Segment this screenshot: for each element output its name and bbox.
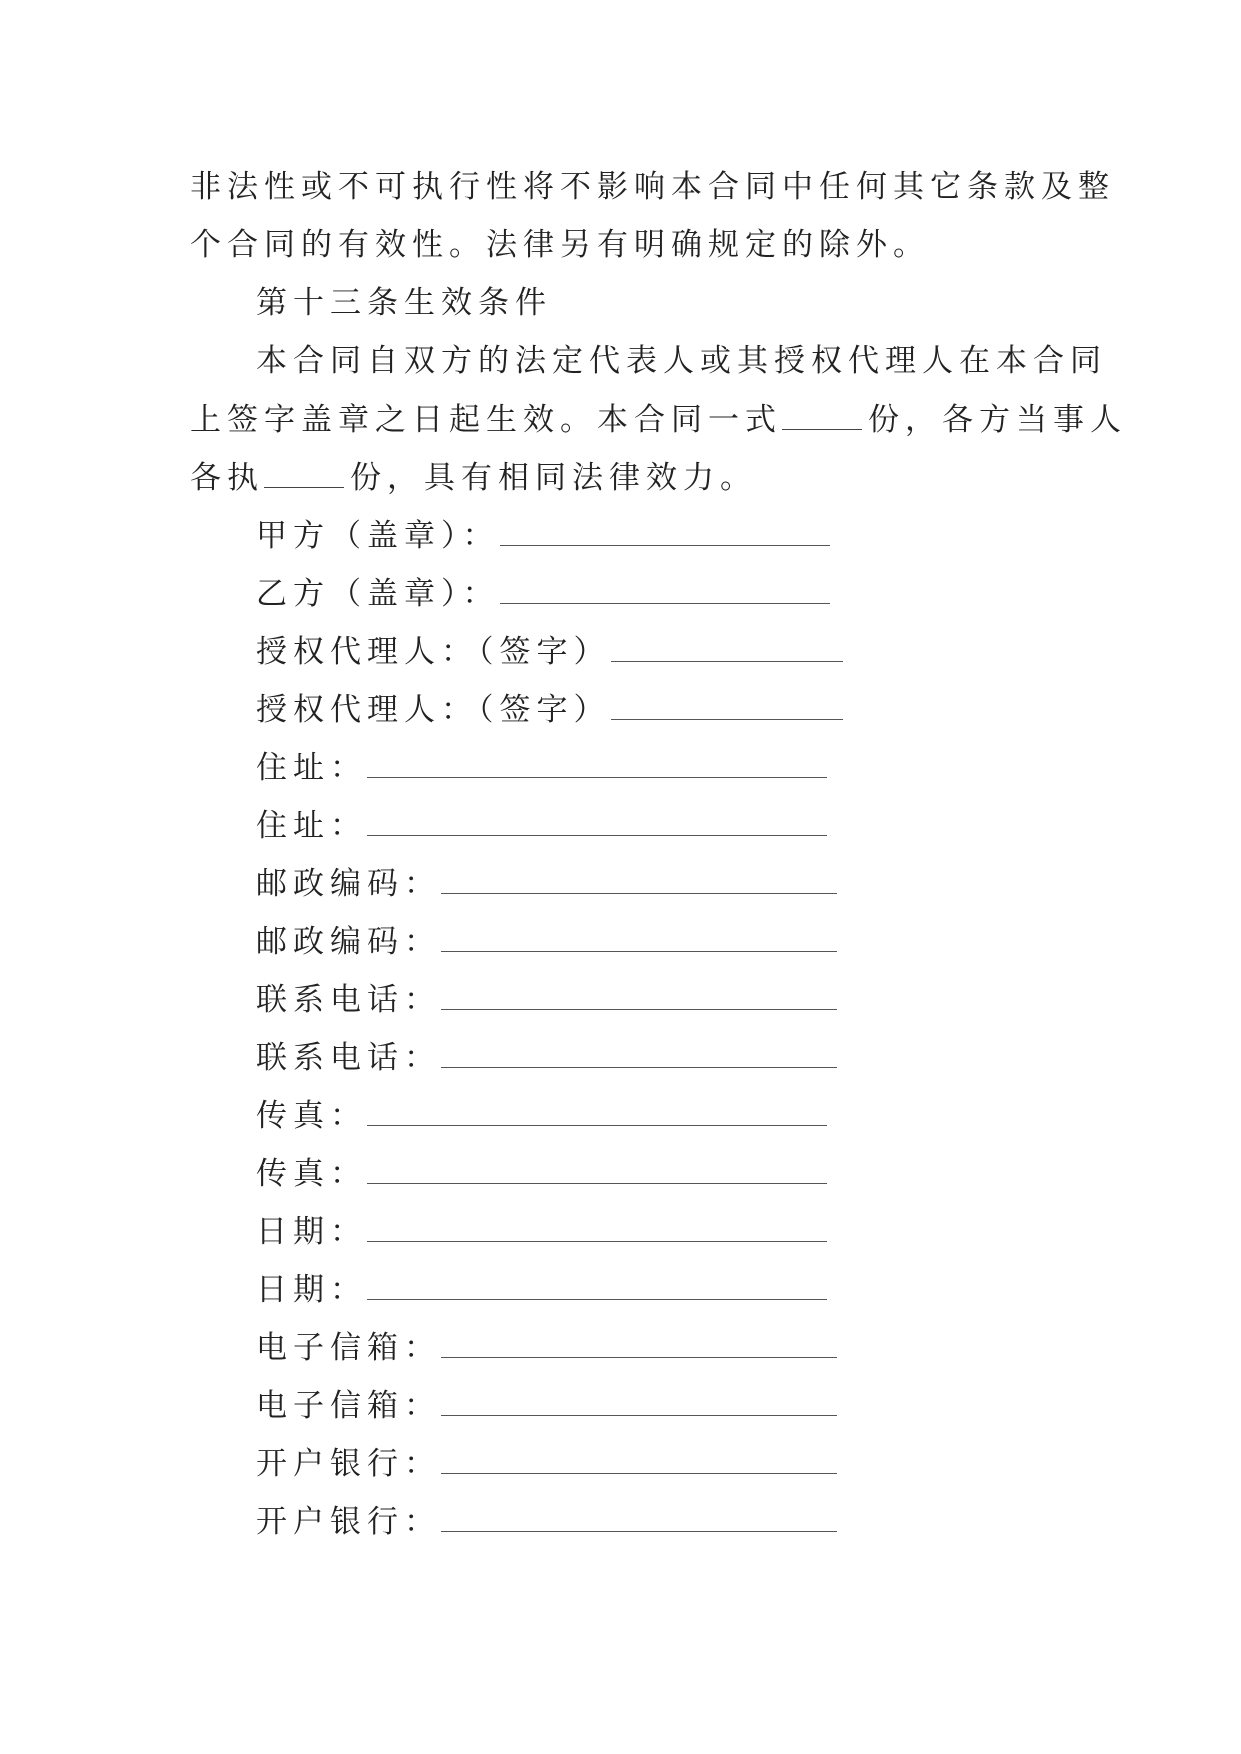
signature-field-email-b	[256, 1385, 837, 1426]
bank-b-line[interactable]	[441, 1501, 837, 1532]
paragraph-line	[190, 457, 757, 498]
field-label: 传真：	[256, 1156, 367, 1192]
field-label: 联系电话：	[256, 1040, 441, 1076]
signature-field-phone-a	[256, 979, 837, 1020]
signature-field-date-b	[256, 1269, 827, 1310]
signature-field-email-a	[256, 1327, 837, 1368]
signature-field-postcode-a	[256, 863, 837, 904]
field-label: 授权代理人：（签字）	[256, 634, 611, 670]
paragraph-line	[190, 399, 1127, 440]
fax-a-line[interactable]	[367, 1095, 827, 1126]
signature-field-agent-a	[256, 631, 843, 672]
field-label: 住址：	[256, 750, 367, 786]
paragraph-text: 各执	[190, 460, 264, 496]
signature-field-address-a	[256, 747, 827, 788]
field-label: 开户银行：	[256, 1504, 441, 1540]
field-label: 住址：	[256, 808, 367, 844]
bank-a-line[interactable]	[441, 1443, 837, 1474]
address-a-line[interactable]	[367, 747, 827, 778]
party-a-seal-line[interactable]	[500, 515, 830, 546]
date-a-line[interactable]	[367, 1211, 827, 1242]
signature-field-date-a	[256, 1211, 827, 1252]
date-b-line[interactable]	[367, 1269, 827, 1300]
signature-field-fax-b	[256, 1153, 827, 1194]
signature-field-bank-a	[256, 1443, 837, 1484]
paragraph-text: 本合同自双方的法定代表人或其授权代理人在本合同	[256, 343, 1107, 379]
field-label: 日期：	[256, 1214, 367, 1250]
paragraph-text: 份，具有相同法律效力。	[350, 460, 757, 496]
field-label: 邮政编码：	[256, 924, 441, 960]
field-label: 开户银行：	[256, 1446, 441, 1482]
signature-field-address-b	[256, 805, 827, 846]
fax-b-line[interactable]	[367, 1153, 827, 1184]
phone-a-line[interactable]	[441, 979, 837, 1010]
postcode-b-line[interactable]	[441, 921, 837, 952]
paragraph-line	[256, 341, 1107, 381]
email-b-line[interactable]	[441, 1385, 837, 1416]
signature-field-bank-b	[256, 1501, 837, 1542]
article-title-text: 第十三条生效条件	[256, 285, 552, 321]
field-label: 传真：	[256, 1098, 367, 1134]
field-label: 乙方（盖章）：	[256, 576, 500, 612]
signature-field-agent-b	[256, 689, 843, 730]
field-label: 联系电话：	[256, 982, 441, 1018]
article-title	[256, 283, 552, 323]
signature-field-party-b	[256, 573, 830, 614]
address-b-line[interactable]	[367, 805, 827, 836]
paragraph-line	[190, 167, 1115, 207]
party-b-seal-line[interactable]	[500, 573, 830, 604]
email-a-line[interactable]	[441, 1327, 837, 1358]
copies-total-blank[interactable]	[782, 399, 862, 430]
field-label: 甲方（盖章）：	[256, 518, 500, 554]
paragraph-text: 份，各方当事人	[868, 402, 1127, 438]
agent-b-signature-line[interactable]	[611, 689, 843, 720]
paragraph-line	[190, 225, 930, 265]
copies-each-blank[interactable]	[264, 457, 344, 488]
field-label: 授权代理人：（签字）	[256, 692, 611, 728]
signature-field-postcode-b	[256, 921, 837, 962]
signature-field-phone-b	[256, 1037, 837, 1078]
signature-field-fax-a	[256, 1095, 827, 1136]
phone-b-line[interactable]	[441, 1037, 837, 1068]
agent-a-signature-line[interactable]	[611, 631, 843, 662]
postcode-a-line[interactable]	[441, 863, 837, 894]
field-label: 邮政编码：	[256, 866, 441, 902]
field-label: 日期：	[256, 1272, 367, 1308]
paragraph-text: 非法性或不可执行性将不影响本合同中任何其它条款及整	[190, 169, 1115, 205]
signature-field-party-a	[256, 515, 830, 556]
paragraph-text: 个合同的有效性。法律另有明确规定的除外。	[190, 227, 930, 263]
paragraph-text: 上签字盖章之日起生效。本合同一式	[190, 402, 782, 438]
field-label: 电子信箱：	[256, 1330, 441, 1366]
field-label: 电子信箱：	[256, 1388, 441, 1424]
